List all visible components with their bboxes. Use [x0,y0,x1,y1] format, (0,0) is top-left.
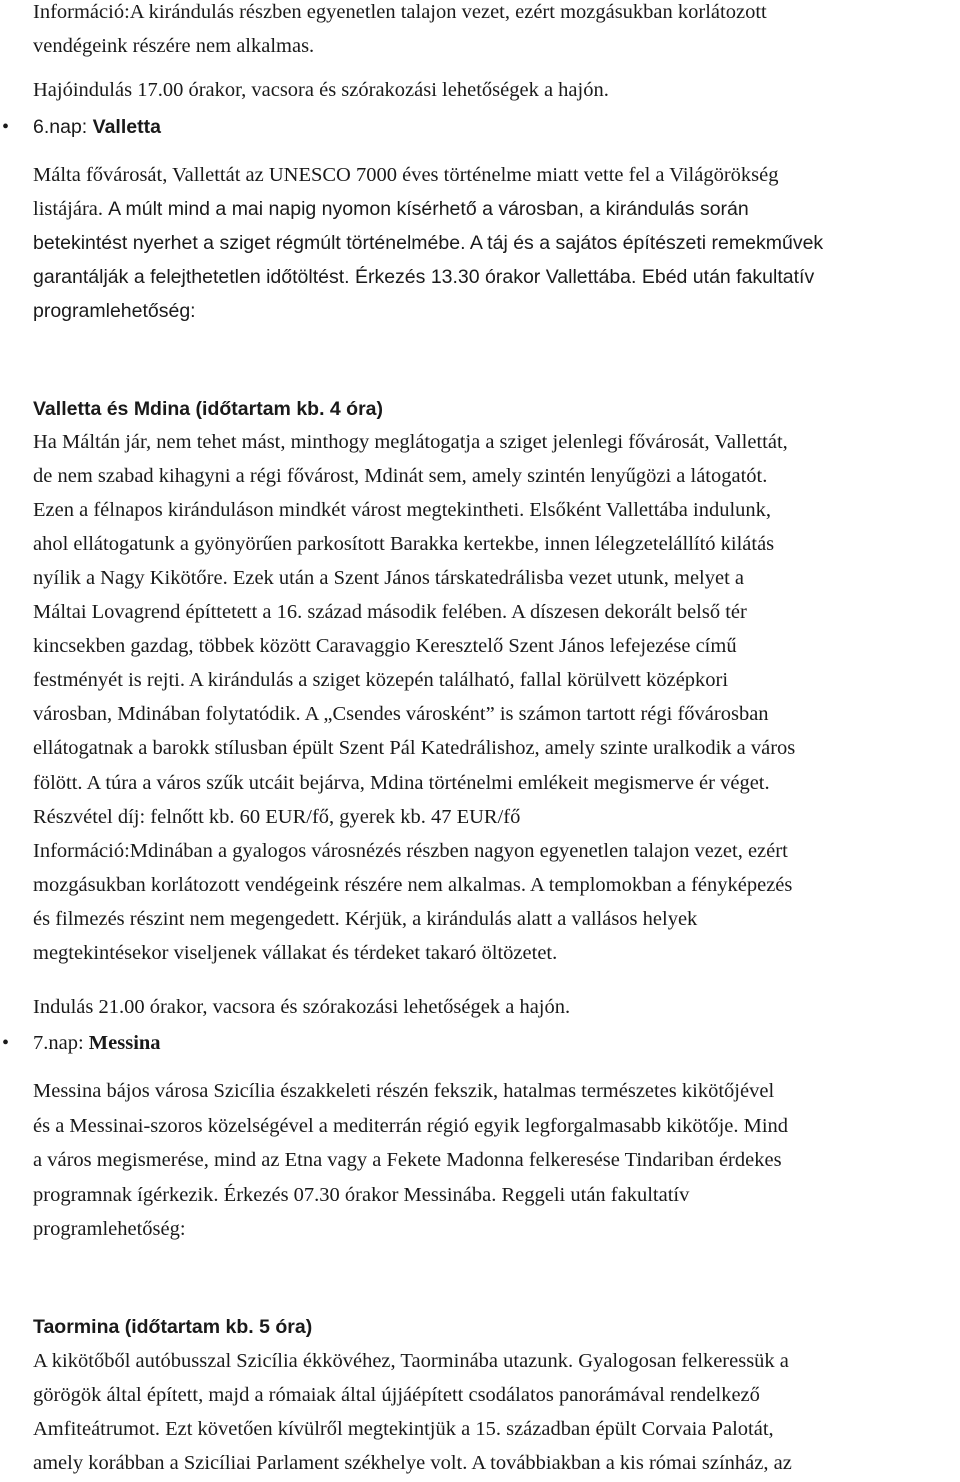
paragraph-line: Máltai Lovagrend építtetett a 16. század második felében. A díszesen dekorált belső tér [33,601,747,624]
paragraph-line: Messina bájos városa Szicília északkeleti részén fekszik, hatalmas természetes kikötőjével [33,1080,775,1102]
paragraph-line: görögök által épített, majd a rómaiak által újjáépített csodálatos panorámával rendelkező [33,1384,760,1406]
paragraph-line: programlehetőség: [33,300,196,322]
paragraph-line: programlehetőség: [33,1218,186,1240]
paragraph-line: programnak ígérkezik. Érkezés 07.30 órakor Messinába. Reggeli után fakultatív [33,1183,690,1206]
day-number: 6.nap: [33,116,93,138]
info-line: Információ:A kirándulás részben egyenetlen talajon vezet, ezért mozgásukban korlátozott [33,1,767,23]
paragraph-line: de nem szabad kihagyni a régi fővárost, Mdinát sem, amely szintén lenyűgözi a látogatót. [33,465,768,488]
paragraph-line: Ezen a félnapos kiránduláson mindkét várost megtekintheti. Elsőként Vallettába indulunk, [33,499,772,522]
excursion-title: Valletta és Mdina (időtartam kb. 4 óra) [33,398,384,420]
paragraph-line: megtekintésekor viseljenek vállakat és térdeket takaró öltözetet. [33,941,558,964]
paragraph-line: nyílik a Nagy Kikötőre. Ezek után a Szent János társkatedrálisba vezet utunk, melyet a [33,567,745,590]
paragraph-line: amely korábban a Szicíliai Parlament székhelye volt. A továbbiakban a kis római színház, az [33,1452,792,1474]
paragraph-text: A múlt mind a mai napig nyomon kísérhető a városban, a kirándulás során [108,198,749,220]
paragraph-line: és a Messinai-szoros közelségével a mediterrán régió egyik legforgalmasabb kikötője. Mind [33,1114,789,1137]
bullet-icon: • [2,1032,10,1054]
paragraph-line: fölött. A túra a város szűk utcáit bejárva, Mdina történelmi emlékeit megismerve ér véget. [33,771,770,794]
paragraph-line: kincsekben gazdag, többek között Caravaggio Keresztelő Szent János lefejezése című [33,635,737,658]
paragraph-line: a város megismerése, mind az Etna vagy a Fekete Madonna felkeresése Tindariban érdekes [33,1149,782,1171]
paragraph-text: listájára. [33,198,104,220]
day-title: Valletta [92,116,161,138]
paragraph-line: városban, Mdinában folytatódik. A „Csendes városként” is számon tartott régi fővárosban [33,703,769,726]
paragraph-line: Amfiteátrumot. Ezt követően kívülről megtekintjük a 15. században épült Corvaia Palotát, [33,1418,774,1440]
paragraph-line: ahol ellátogatunk a gyönyörűen parkosított Barakka kertekbe, innen lélegzetelállító kilátás [33,533,775,556]
excursion-title: Taormina (időtartam kb. 5 óra) [33,1316,313,1338]
paragraph-line: és filmezés részint nem megengedett. Kérjük, a kirándulás alatt a vallásos helyek [33,907,698,930]
paragraph-line: ellátogatnak a barokk stílusban épült Szent Pál Katedrálishoz, amely szinte uralkodik a város [33,737,796,760]
paragraph-line: A kikötőből autóbusszal Szicília ékkövéhez, Taorminába utazunk. Gyalogosan felkeressük a [33,1350,789,1372]
paragraph-line: betekintést nyerhet a sziget régmúlt történelmébe. A táj és a sajátos építészeti remekművek [33,232,824,254]
bullet-icon: • [2,116,10,138]
day-number: 7.nap: [33,1032,89,1054]
day-heading [33,1031,161,1055]
paragraph-line: Részvétel díj: felnőtt kb. 60 EUR/fő, gyerek kb. 47 EUR/fő [33,805,521,828]
paragraph-line: garantálják a felejthetetlen időtöltést. Érkezés 13.30 órakor Vallettába. Ebéd után fakultatív [33,266,815,288]
paragraph-line: Málta fővárosát, Vallettát az UNESCO 7000 éves történelme miatt vette fel a Világörökség [33,164,779,186]
paragraph-line: mozgásukban korlátozott vendégeink részére nem alkalmas. A templomokban a fényképezés [33,873,793,896]
paragraph-line [33,197,749,221]
paragraph-line: festményét is rejti. A kirándulás a sziget közepén található, fallal körülvett középkori [33,669,729,692]
day-heading [33,115,161,139]
info-line: vendégeink részére nem alkalmas. [33,35,315,57]
day-title: Messina [88,1032,161,1054]
paragraph-line: Ha Máltán jár, nem tehet mást, minthogy meglátogatja a sziget jelenlegi fővárosát, Vallettát, [33,431,788,453]
paragraph-line: Információ:Mdinában a gyalogos városnézés részben nagyon egyenetlen talajon vezet, ezért [33,839,788,862]
departure-line: Indulás 21.00 órakor, vacsora és szórakozási lehetőségek a hajón. [33,996,571,1018]
departure-line: Hajóindulás 17.00 órakor, vacsora és szórakozási lehetőségek a hajón. [33,79,609,101]
